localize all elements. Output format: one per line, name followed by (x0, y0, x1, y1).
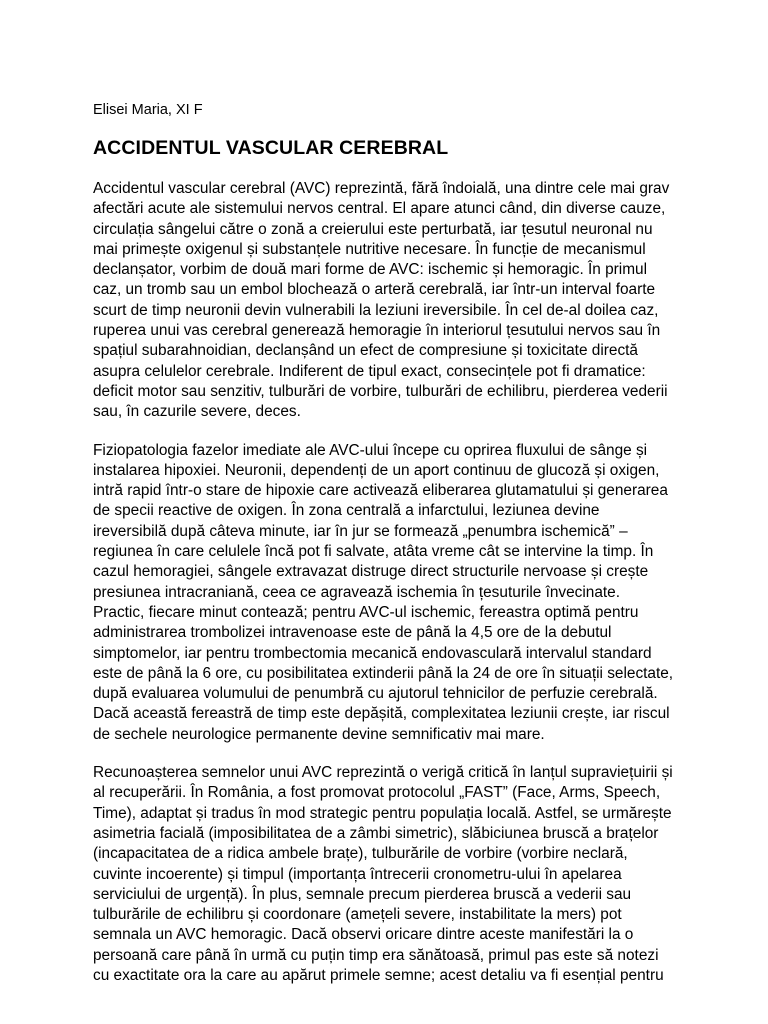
paragraph-3: Recunoașterea semnelor unui AVC reprezintă o verigă critică în lanțul supraviețuirii și al recuperării. În România, a fost promovat protocolul „FAST” (Face, Arms, Speech, Time), adaptat și tradus în mod strategic pentru populația locală. Astfel, se urmărește asimetria facială (imposibilitatea de a zâmbi simetric), slăbiciunea bruscă a brațelor (incapacitatea de a ridica ambele brațe), tulburările de vorbire (vorbire neclară, cuvinte incoerente) și timpul (importanța întrecerii cronometru-ului în apelarea serviciului de urgență). În plus, semnale precum pierderea bruscă a vederii sau tulburările de echilibru și coordonare (amețeli severe, instabilitate la mers) pot semnala un AVC hemoragic. Dacă observi oricare dintre aceste manifestări la o persoană care până în urmă cu puțin timp era sănătoasă, primul pas este să notezi cu exactitate ora la care au apărut primele semne; acest detaliu va fi esențial pentru (93, 764, 673, 984)
document-page (93, 100, 675, 1004)
document-title: ACCIDENTUL VASCULAR CEREBRAL (93, 137, 449, 159)
author-line: Elisei Maria, XI F (93, 102, 203, 118)
paragraph-1: Accidentul vascular cerebral (AVC) reprezintă, fără îndoială, una dintre cele mai grav afectări acute ale sistemului nervos central. El apare atunci când, din diverse cauze, circulația sângelui către o zonă a creierului este perturbată, iar țesutul neuronal nu mai primește oxigenul și substanțele nutritive necesare. În funcție de mecanismul declanșator, vorbim de două mari forme de AVC: ischemic și hemoragic. În primul caz, un tromb sau un embol blochează o arteră cerebrală, iar într-un interval foarte scurt de timp neuronii devin vulnerabili la leziuni ireversibile. În cel de-al doilea caz, ruperea unui vas cerebral generează hemoragie în interiorul țesutului nervos sau în spațiul subarahnoidian, declanșând un efect de compresiune și toxicitate directă asupra celulelor cerebrale. Indiferent de tipul exact, consecințele pot fi dramatice: deficit motor sau senzitiv, tulburări de vorbire, tulburări de echilibru, pierderea vederii sau, în cazurile severe, deces. (93, 180, 670, 421)
paragraph-2: Fiziopatologia fazelor imediate ale AVC-ului începe cu oprirea fluxului de sânge și instalarea hipoxiei. Neuronii, dependenți de un aport continuu de glucoză și oxigen, intră rapid într-o stare de hipoxie care activează eliberarea glutamatului și generarea de specii reactive de oxigen. În zona centrală a infarctului, leziunea devine ireversibilă după câteva minute, iar în jur se formează „penumbra ischemică” – regiunea în care celulele încă pot fi salvate, atâta vreme cât se intervine la timp. În cazul hemoragiei, sângele extravazat distruge direct structurile nervoase și crește presiunea intracraniană, ceea ce agravează ischemia în țesuturile învecinate. Practic, fiecare minut contează; pentru AVC-ul ischemic, fereastra optimă pentru administrarea trombolizei intravenoase este de până la 4,5 ore de la debutul simptomelor, iar pentru trombectomia mecanică endovasculară intervalul standard este de până la 6 ore, cu posibilitatea extinderii până la 24 de ore în situații selectate, după evaluarea volumului de penumbră cu ajutorul tehnicilor de perfuzie cerebrală. Dacă această fereastră de timp este depășită, complexitatea leziunii crește, iar riscul de sechele neurologice permanente devine semnificativ mai mare. (93, 441, 674, 743)
